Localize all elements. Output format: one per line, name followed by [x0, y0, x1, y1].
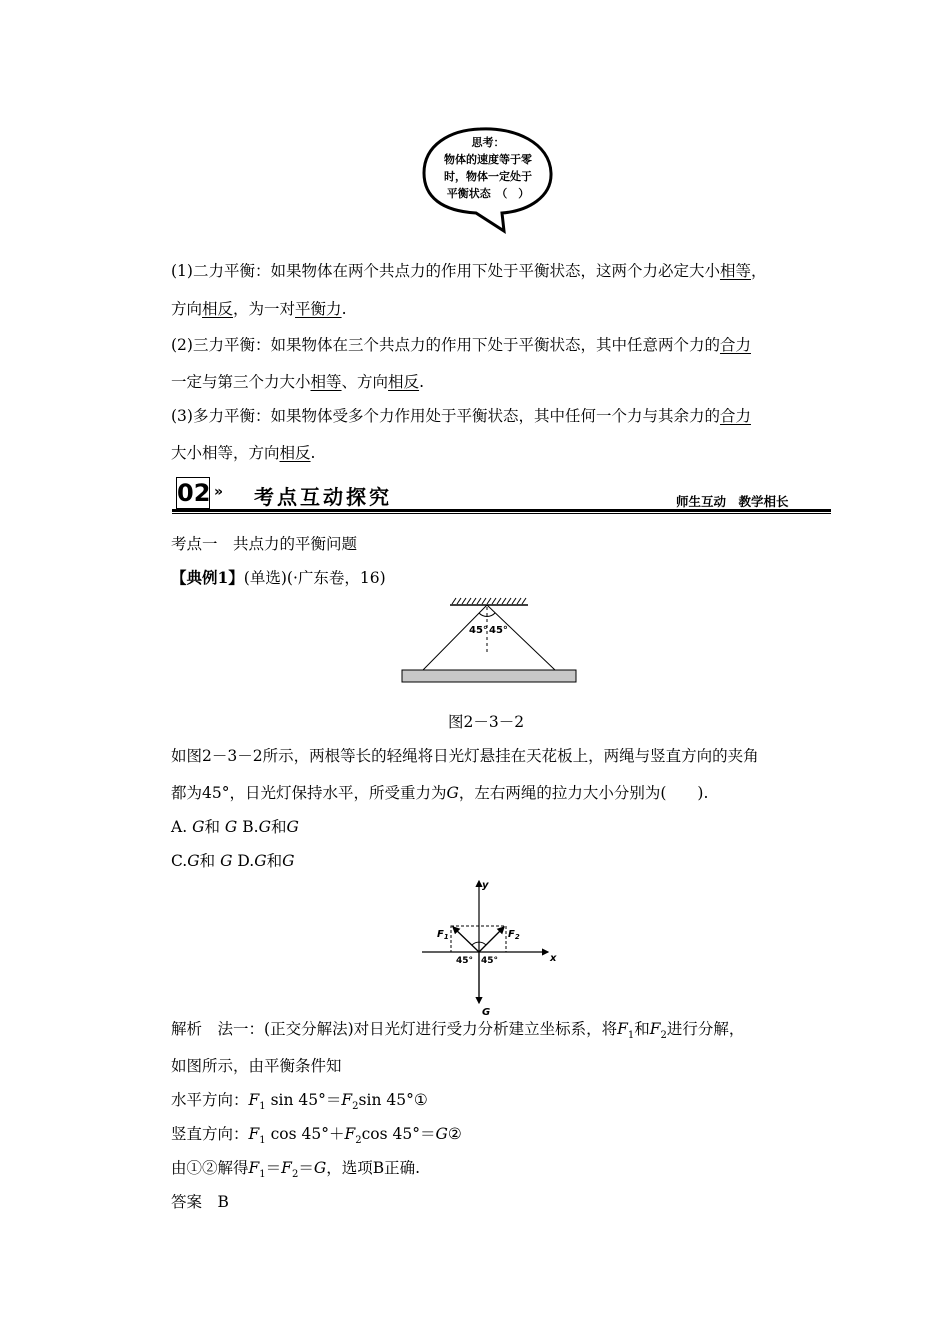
underlined-answer: 合力 — [719, 407, 751, 425]
double-chevron-icon: » — [214, 484, 224, 500]
section-divider — [172, 509, 831, 512]
underlined-answer: 合力 — [719, 336, 751, 354]
option-c[interactable]: C.G和 G — [171, 852, 233, 870]
angle-label-right: 45° — [489, 625, 508, 636]
para3-line1: (3)多力平衡：如果物体受多个力作用处于平衡状态，其中任何一个力与其余力的合力 — [171, 407, 751, 425]
bubble-line-1: 物体的速度等于零 — [444, 153, 532, 166]
option-a[interactable]: A. G和 G — [171, 818, 238, 836]
topic-heading: 考点一 共点力的平衡问题 — [171, 535, 358, 553]
bubble-text — [424, 134, 552, 202]
bubble-title: 思考： — [471, 136, 505, 149]
para3-line2: 大小相等，方向相反. — [171, 444, 316, 462]
example-info: (单选)(·广东卷，16) — [243, 569, 386, 587]
example-line — [171, 566, 386, 588]
figure-caption: 图2－3－2 — [448, 713, 525, 731]
angle-label-left: 45° — [456, 956, 474, 966]
underlined-answer: 平衡力 — [295, 300, 342, 318]
f2-label: $F_2$ — [508, 929, 520, 941]
section-subtitle: 师生互动 教学相长 — [676, 494, 789, 509]
para2-line2: 一定与第三个力大小相等、方向相反. — [171, 373, 424, 391]
solution-line3: 水平方向：$F_1$ $\sin 45^\circ=F_2\sin$ 45°① — [171, 1091, 428, 1113]
para2-line1: (2)三力平衡：如果物体在三个共点力的作用下处于平衡状态，其中任意两个力的合力 — [171, 336, 751, 354]
solution-label: 解析 — [171, 1020, 203, 1038]
underlined-answer: 相等 — [719, 262, 751, 280]
answer-value: B — [217, 1193, 229, 1211]
underlined-answer: 相反 — [202, 300, 234, 318]
f1-label: $F_1$ — [437, 929, 449, 941]
underlined-answer: 相等 — [310, 373, 342, 391]
solution-line4: 竖直方向：$F_1$ $\cos 45^\circ+F_2\cos$ 45°＝G② — [171, 1125, 462, 1147]
underlined-answer: 相反 — [388, 373, 420, 391]
options-cd — [171, 849, 295, 871]
question-line2: 都为45°，日光灯保持水平，所受重力为G，左右两绳的拉力大小分别为( ). — [171, 784, 709, 802]
answer-line — [171, 1190, 229, 1212]
figure-force-diagram — [420, 875, 565, 1020]
bubble-line-3: 平衡状态 （ ） — [446, 187, 530, 200]
option-d[interactable]: D.G和G — [237, 852, 295, 870]
example-label: 【典例1】 — [171, 568, 244, 587]
question-line1: 如图2－3－2所示，两根等长的轻绳将日光灯悬挂在天花板上，两绳与竖直方向的夹角 — [171, 747, 759, 765]
answer-label: 答案 — [171, 1193, 203, 1211]
x-axis-label: x — [550, 953, 557, 964]
figure-hanging-lamp — [395, 595, 585, 687]
angle-label-left: 45° — [469, 625, 488, 636]
underlined-answer: 相反 — [279, 444, 311, 462]
y-axis-label: y — [482, 880, 489, 891]
bubble-line-2: 时，物体一定处于 — [444, 170, 532, 183]
option-b[interactable]: B.G和G — [242, 818, 299, 836]
section-divider-thin — [172, 513, 831, 514]
angle-label-right: 45° — [481, 956, 499, 966]
solution-line5: 由①②解得$F_1=F_2=G$，选项B正确. — [171, 1159, 421, 1181]
solution-line2: 如图所示，由平衡条件知 — [171, 1057, 342, 1075]
section-number-badge: 02 — [177, 479, 211, 507]
para1-line2: 方向相反，为一对平衡力. — [171, 300, 347, 318]
para1-line1: (1)二力平衡：如果物体在两个共点力的作用下处于平衡状态，这两个力必定大小相等， — [171, 262, 767, 280]
section-title: 考点互动探究 — [254, 485, 392, 509]
solution-line1: 解析 法一：(正交分解法)对日光灯进行受力分析建立坐标系，将$F_1$和$F_2$进行分解， — [171, 1020, 745, 1042]
gravity-label: G — [482, 1007, 491, 1018]
options-ab — [171, 815, 299, 837]
